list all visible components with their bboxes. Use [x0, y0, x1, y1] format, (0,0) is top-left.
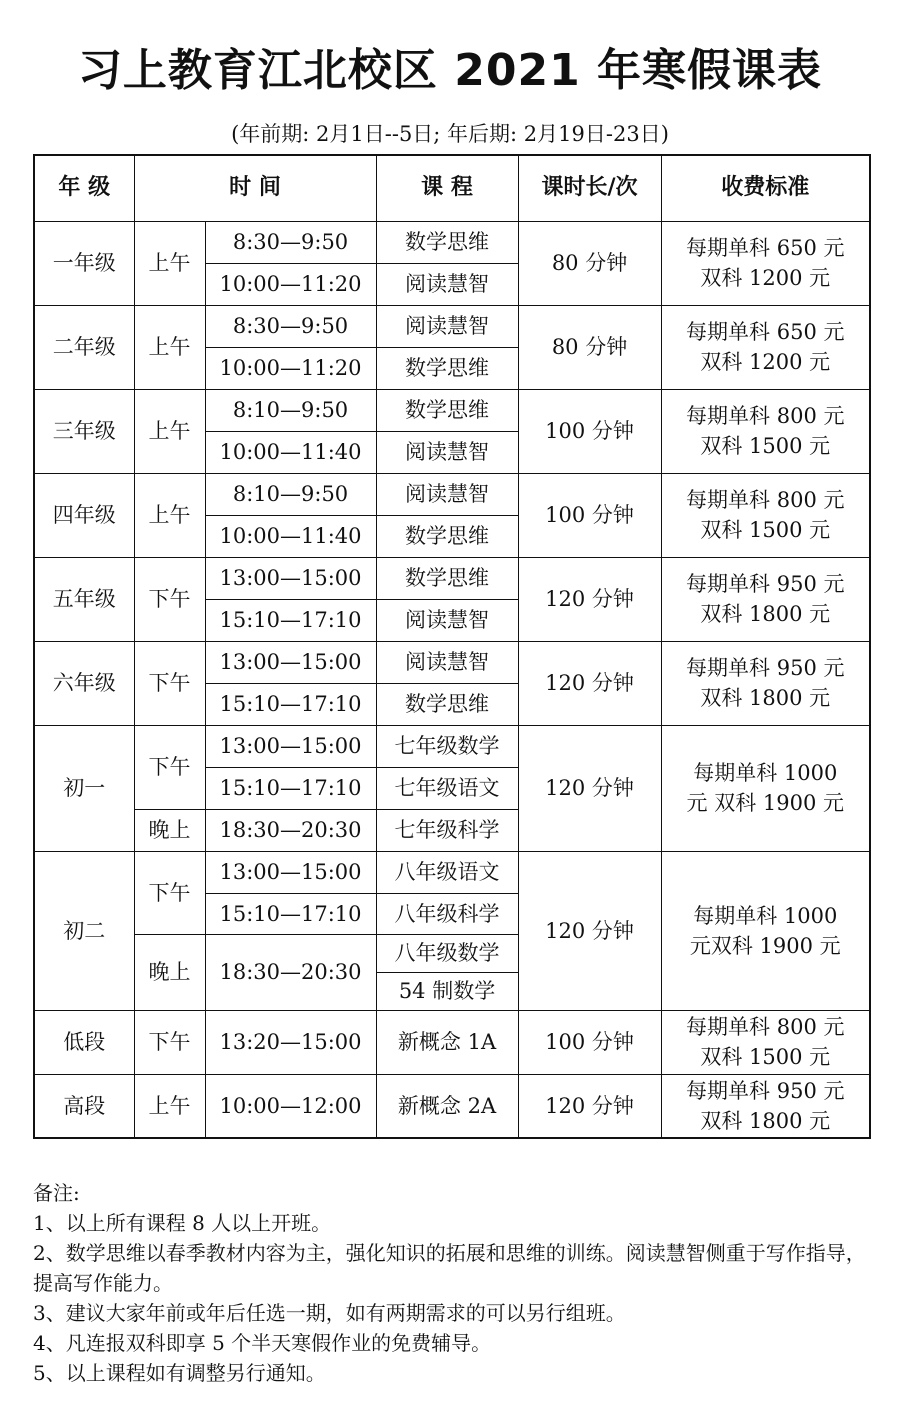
session-cell: 下午	[134, 1010, 205, 1074]
time-cell: 10:00—11:20	[205, 347, 376, 389]
fee-line: 每期单科 950 元	[686, 1078, 845, 1103]
course-cell: 新概念 2A	[376, 1074, 518, 1138]
course-cell: 七年级语文	[376, 767, 518, 809]
time-cell: 18:30—20:30	[205, 809, 376, 851]
duration-cell: 120 分钟	[518, 641, 661, 725]
header-duration: 课时长/次	[518, 155, 661, 221]
table-row	[34, 305, 870, 347]
time-cell: 8:10—9:50	[205, 473, 376, 515]
notes-heading: 备注:	[33, 1181, 80, 1205]
fee-line: 每期单科 800 元	[686, 1015, 845, 1039]
session-cell: 上午	[134, 473, 205, 557]
duration-cell: 120 分钟	[518, 1074, 661, 1138]
time-cell: 13:00—15:00	[205, 557, 376, 599]
course-cell: 八年级语文	[376, 851, 518, 893]
course-cell: 阅读慧智	[376, 641, 518, 683]
session-cell: 晚上	[134, 809, 205, 851]
time-cell: 15:10—17:10	[205, 683, 376, 725]
time-cell: 15:10—17:10	[205, 599, 376, 641]
course-cell: 数学思维	[376, 347, 518, 389]
grade-cell: 一年级	[34, 221, 134, 305]
session-cell: 上午	[134, 221, 205, 305]
time-cell: 10:00—11:20	[205, 263, 376, 305]
time-cell: 10:00—12:00	[205, 1074, 376, 1138]
table-row	[34, 557, 870, 599]
fee-cell	[661, 389, 870, 473]
fee-line: 每期单科 1000	[693, 903, 838, 928]
session-cell: 上午	[134, 1074, 205, 1138]
grade-cell: 初一	[34, 725, 134, 851]
duration-cell: 120 分钟	[518, 851, 661, 1010]
table-row	[34, 221, 870, 263]
grade-cell: 低段	[34, 1010, 134, 1074]
fee-cell	[661, 1010, 870, 1074]
fee-cell	[661, 1074, 870, 1138]
time-cell: 13:00—15:00	[205, 725, 376, 767]
table-row	[34, 1074, 870, 1138]
fee-line: 双科 1500 元	[700, 1045, 831, 1069]
fee-cell	[661, 221, 870, 305]
duration-cell: 100 分钟	[518, 1010, 661, 1074]
fee-line: 双科 1800 元	[700, 602, 831, 626]
fee-line: 双科 1800 元	[700, 686, 831, 710]
table-row	[34, 851, 870, 893]
fee-line: 每期单科 650 元	[686, 320, 845, 344]
session-cell: 下午	[134, 851, 205, 934]
time-cell: 10:00—11:40	[205, 431, 376, 473]
grade-cell: 六年级	[34, 641, 134, 725]
grade-cell: 高段	[34, 1074, 134, 1138]
fee-cell	[661, 725, 870, 851]
time-cell: 8:10—9:50	[205, 389, 376, 431]
note-item: 1、以上所有课程 8 人以上开班。	[33, 1211, 332, 1235]
fee-cell	[661, 557, 870, 641]
course-cell: 八年级科学	[376, 893, 518, 934]
course-cell: 数学思维	[376, 389, 518, 431]
time-cell: 13:20—15:00	[205, 1010, 376, 1074]
header-grade: 年 级	[34, 155, 134, 221]
page-title: 习上教育江北校区 2021 年寒假课表	[77, 45, 823, 96]
note-item: 4、凡连报双科即享 5 个半天寒假作业的免费辅导。	[33, 1331, 492, 1355]
table-row	[34, 1010, 870, 1074]
duration-cell: 120 分钟	[518, 725, 661, 851]
fee-line: 每期单科 950 元	[686, 656, 845, 680]
grade-cell: 三年级	[34, 389, 134, 473]
page-subtitle: (年前期: 2月1日--5日; 年后期: 2月19日-23日)	[231, 122, 669, 146]
grade-cell: 四年级	[34, 473, 134, 557]
fee-line: 元 双科 1900 元	[686, 791, 844, 815]
note-item: 3、建议大家年前或年后任选一期，如有两期需求的可以另行组班。	[33, 1301, 626, 1325]
fee-line: 每期单科 800 元	[686, 488, 845, 512]
fee-line: 每期单科 800 元	[686, 404, 845, 428]
duration-cell: 100 分钟	[518, 473, 661, 557]
session-cell: 下午	[134, 641, 205, 725]
course-cell: 七年级数学	[376, 725, 518, 767]
note-item: 5、以上课程如有调整另行通知。	[33, 1361, 326, 1385]
grade-cell: 五年级	[34, 557, 134, 641]
course-cell: 阅读慧智	[376, 473, 518, 515]
time-cell: 13:00—15:00	[205, 851, 376, 893]
fee-line: 双科 1200 元	[700, 266, 831, 290]
course-cell: 阅读慧智	[376, 431, 518, 473]
course-cell: 数学思维	[376, 557, 518, 599]
time-cell: 10:00—11:40	[205, 515, 376, 557]
time-cell: 8:30—9:50	[205, 221, 376, 263]
duration-cell: 80 分钟	[518, 305, 661, 389]
table-row	[34, 641, 870, 683]
fee-line: 元双科 1900 元	[689, 933, 841, 958]
course-cell: 七年级科学	[376, 809, 518, 851]
time-cell: 18:30—20:30	[205, 934, 376, 1010]
header-fee: 收费标准	[661, 155, 870, 221]
session-cell: 上午	[134, 389, 205, 473]
table-row	[34, 473, 870, 515]
course-cell: 54 制数学	[376, 972, 518, 1010]
time-cell: 8:30—9:50	[205, 305, 376, 347]
course-cell: 八年级数学	[376, 934, 518, 972]
table-row	[34, 725, 870, 767]
session-cell: 下午	[134, 557, 205, 641]
grade-cell: 二年级	[34, 305, 134, 389]
schedule-table	[33, 154, 871, 1139]
session-cell: 晚上	[134, 934, 205, 1010]
header-course: 课 程	[376, 155, 518, 221]
duration-cell: 100 分钟	[518, 389, 661, 473]
fee-cell	[661, 851, 870, 1010]
note-item: 2、数学思维以春季教材内容为主，强化知识的拓展和思维的训练。阅读慧智侧重于写作指导，提高写作能力。	[33, 1241, 866, 1295]
duration-cell: 80 分钟	[518, 221, 661, 305]
course-cell: 阅读慧智	[376, 305, 518, 347]
session-cell: 上午	[134, 305, 205, 389]
course-cell: 阅读慧智	[376, 599, 518, 641]
course-cell: 数学思维	[376, 221, 518, 263]
fee-line: 双科 1800 元	[700, 1108, 831, 1133]
time-cell: 15:10—17:10	[205, 893, 376, 934]
time-cell: 15:10—17:10	[205, 767, 376, 809]
fee-cell	[661, 305, 870, 389]
notes-section	[33, 1178, 873, 1388]
course-cell: 阅读慧智	[376, 263, 518, 305]
fee-line: 双科 1500 元	[700, 434, 831, 458]
table-row	[34, 389, 870, 431]
session-cell: 下午	[134, 725, 205, 809]
course-cell: 数学思维	[376, 683, 518, 725]
grade-cell: 初二	[34, 851, 134, 1010]
fee-cell	[661, 473, 870, 557]
fee-line: 每期单科 950 元	[686, 572, 845, 596]
time-cell: 13:00—15:00	[205, 641, 376, 683]
table-header-row	[34, 155, 870, 221]
fee-line: 每期单科 650 元	[686, 236, 845, 260]
fee-cell	[661, 641, 870, 725]
course-cell: 新概念 1A	[376, 1010, 518, 1074]
fee-line: 每期单科 1000	[693, 761, 838, 785]
fee-line: 双科 1200 元	[700, 350, 831, 374]
course-cell: 数学思维	[376, 515, 518, 557]
duration-cell: 120 分钟	[518, 557, 661, 641]
fee-line: 双科 1500 元	[700, 518, 831, 542]
header-time: 时 间	[134, 155, 376, 221]
